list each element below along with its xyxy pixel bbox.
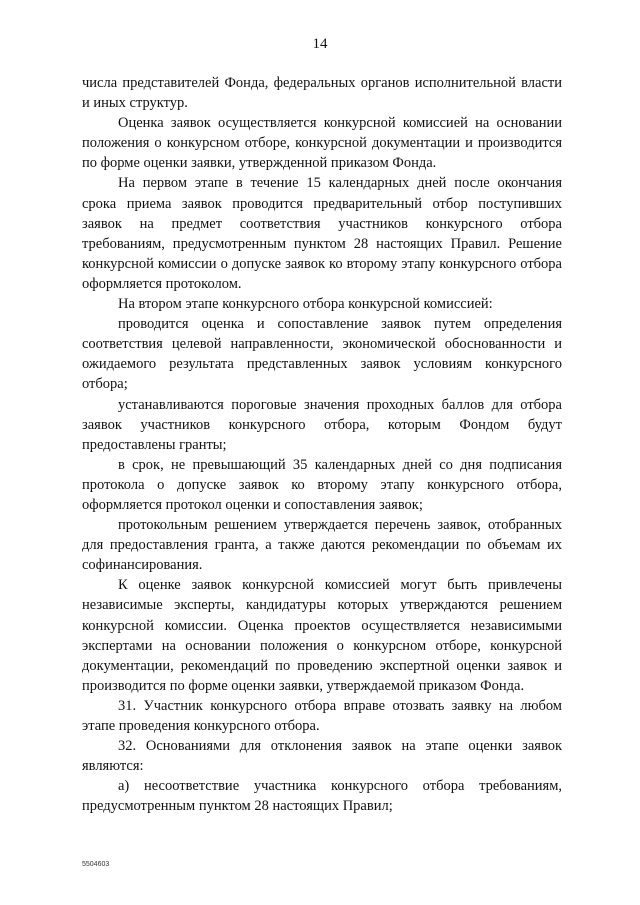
paragraph-second-stage-item-3: в срок, не превышающий 35 календарных дней со дня подписания протокола о допуске заявок ко второму этапу конкурсного отбора, оформляется протокол оценки и сопоставления заявок; bbox=[82, 456, 562, 513]
page-number: 14 bbox=[312, 36, 328, 52]
paragraph-experts: К оценке заявок конкурсной комиссией могут быть привлечены независимые эксперты, кандидатуры которых утверждаются решением конкурсной комиссии. Оценка проектов осуществляется независимыми экспертами на основании положения о конкурсном отборе, конкурсной документации, рекомендаций по проведению экспертной оценки заявок и производится по форме оценки заявки, утверждаемой приказом Фонда. bbox=[82, 577, 562, 694]
paragraph-second-stage-item-2: устанавливаются пороговые значения проходных баллов для отбора заявок участников конкурсного отбора, которым Фондом будут предоставлены гранты; bbox=[82, 396, 562, 453]
paragraph-evaluation: Оценка заявок осуществляется конкурсной комиссией на основании положения о конкурсном отборе, конкурсной документации и производится по форме оценки заявки, утвержденной приказом Фонда. bbox=[82, 115, 562, 172]
document-code: 5504603 bbox=[82, 861, 110, 868]
paragraph-first-stage: На первом этапе в течение 15 календарных дней после окончания срока приема заявок проводится предварительный отбор поступивших заявок на предмет соответствия участников конкурсного отбора требованиям, предусмотренным пунктом 28 настоящих Правил. Решение конкурсной комиссии о допуске заявок ко второму этапу конкурсного отбора оформляется протоколом. bbox=[82, 175, 562, 292]
paragraph-clause-31: 31. Участник конкурсного отбора вправе отозвать заявку на любом этапе проведения конкурсного отбора. bbox=[82, 697, 562, 734]
paragraph-clause-32-a: а) несоответствие участника конкурсного отбора требованиям, предусмотренным пунктом 28 настоящих Правил; bbox=[82, 778, 562, 815]
paragraph-clause-32: 32. Основаниями для отклонения заявок на этапе оценки заявок являются: bbox=[82, 738, 562, 775]
paragraph-second-stage-item-1: проводится оценка и сопоставление заявок путем определения соответствия целевой направленности, экономической обоснованности и ожидаемого результата представленных заявок условиям конкурсного отбора; bbox=[82, 316, 562, 393]
paragraph-second-stage-intro: На втором этапе конкурсного отбора конкурсной комиссией: bbox=[118, 296, 493, 313]
paragraph-continuation: числа представителей Фонда, федеральных органов исполнительной власти и иных структур. bbox=[82, 75, 562, 112]
document-body bbox=[82, 73, 562, 816]
paragraph-second-stage-item-4: протокольным решением утверждается перечень заявок, отобранных для предоставления гранта, а также даются рекомендации по объемам их софинансирования. bbox=[82, 517, 562, 574]
